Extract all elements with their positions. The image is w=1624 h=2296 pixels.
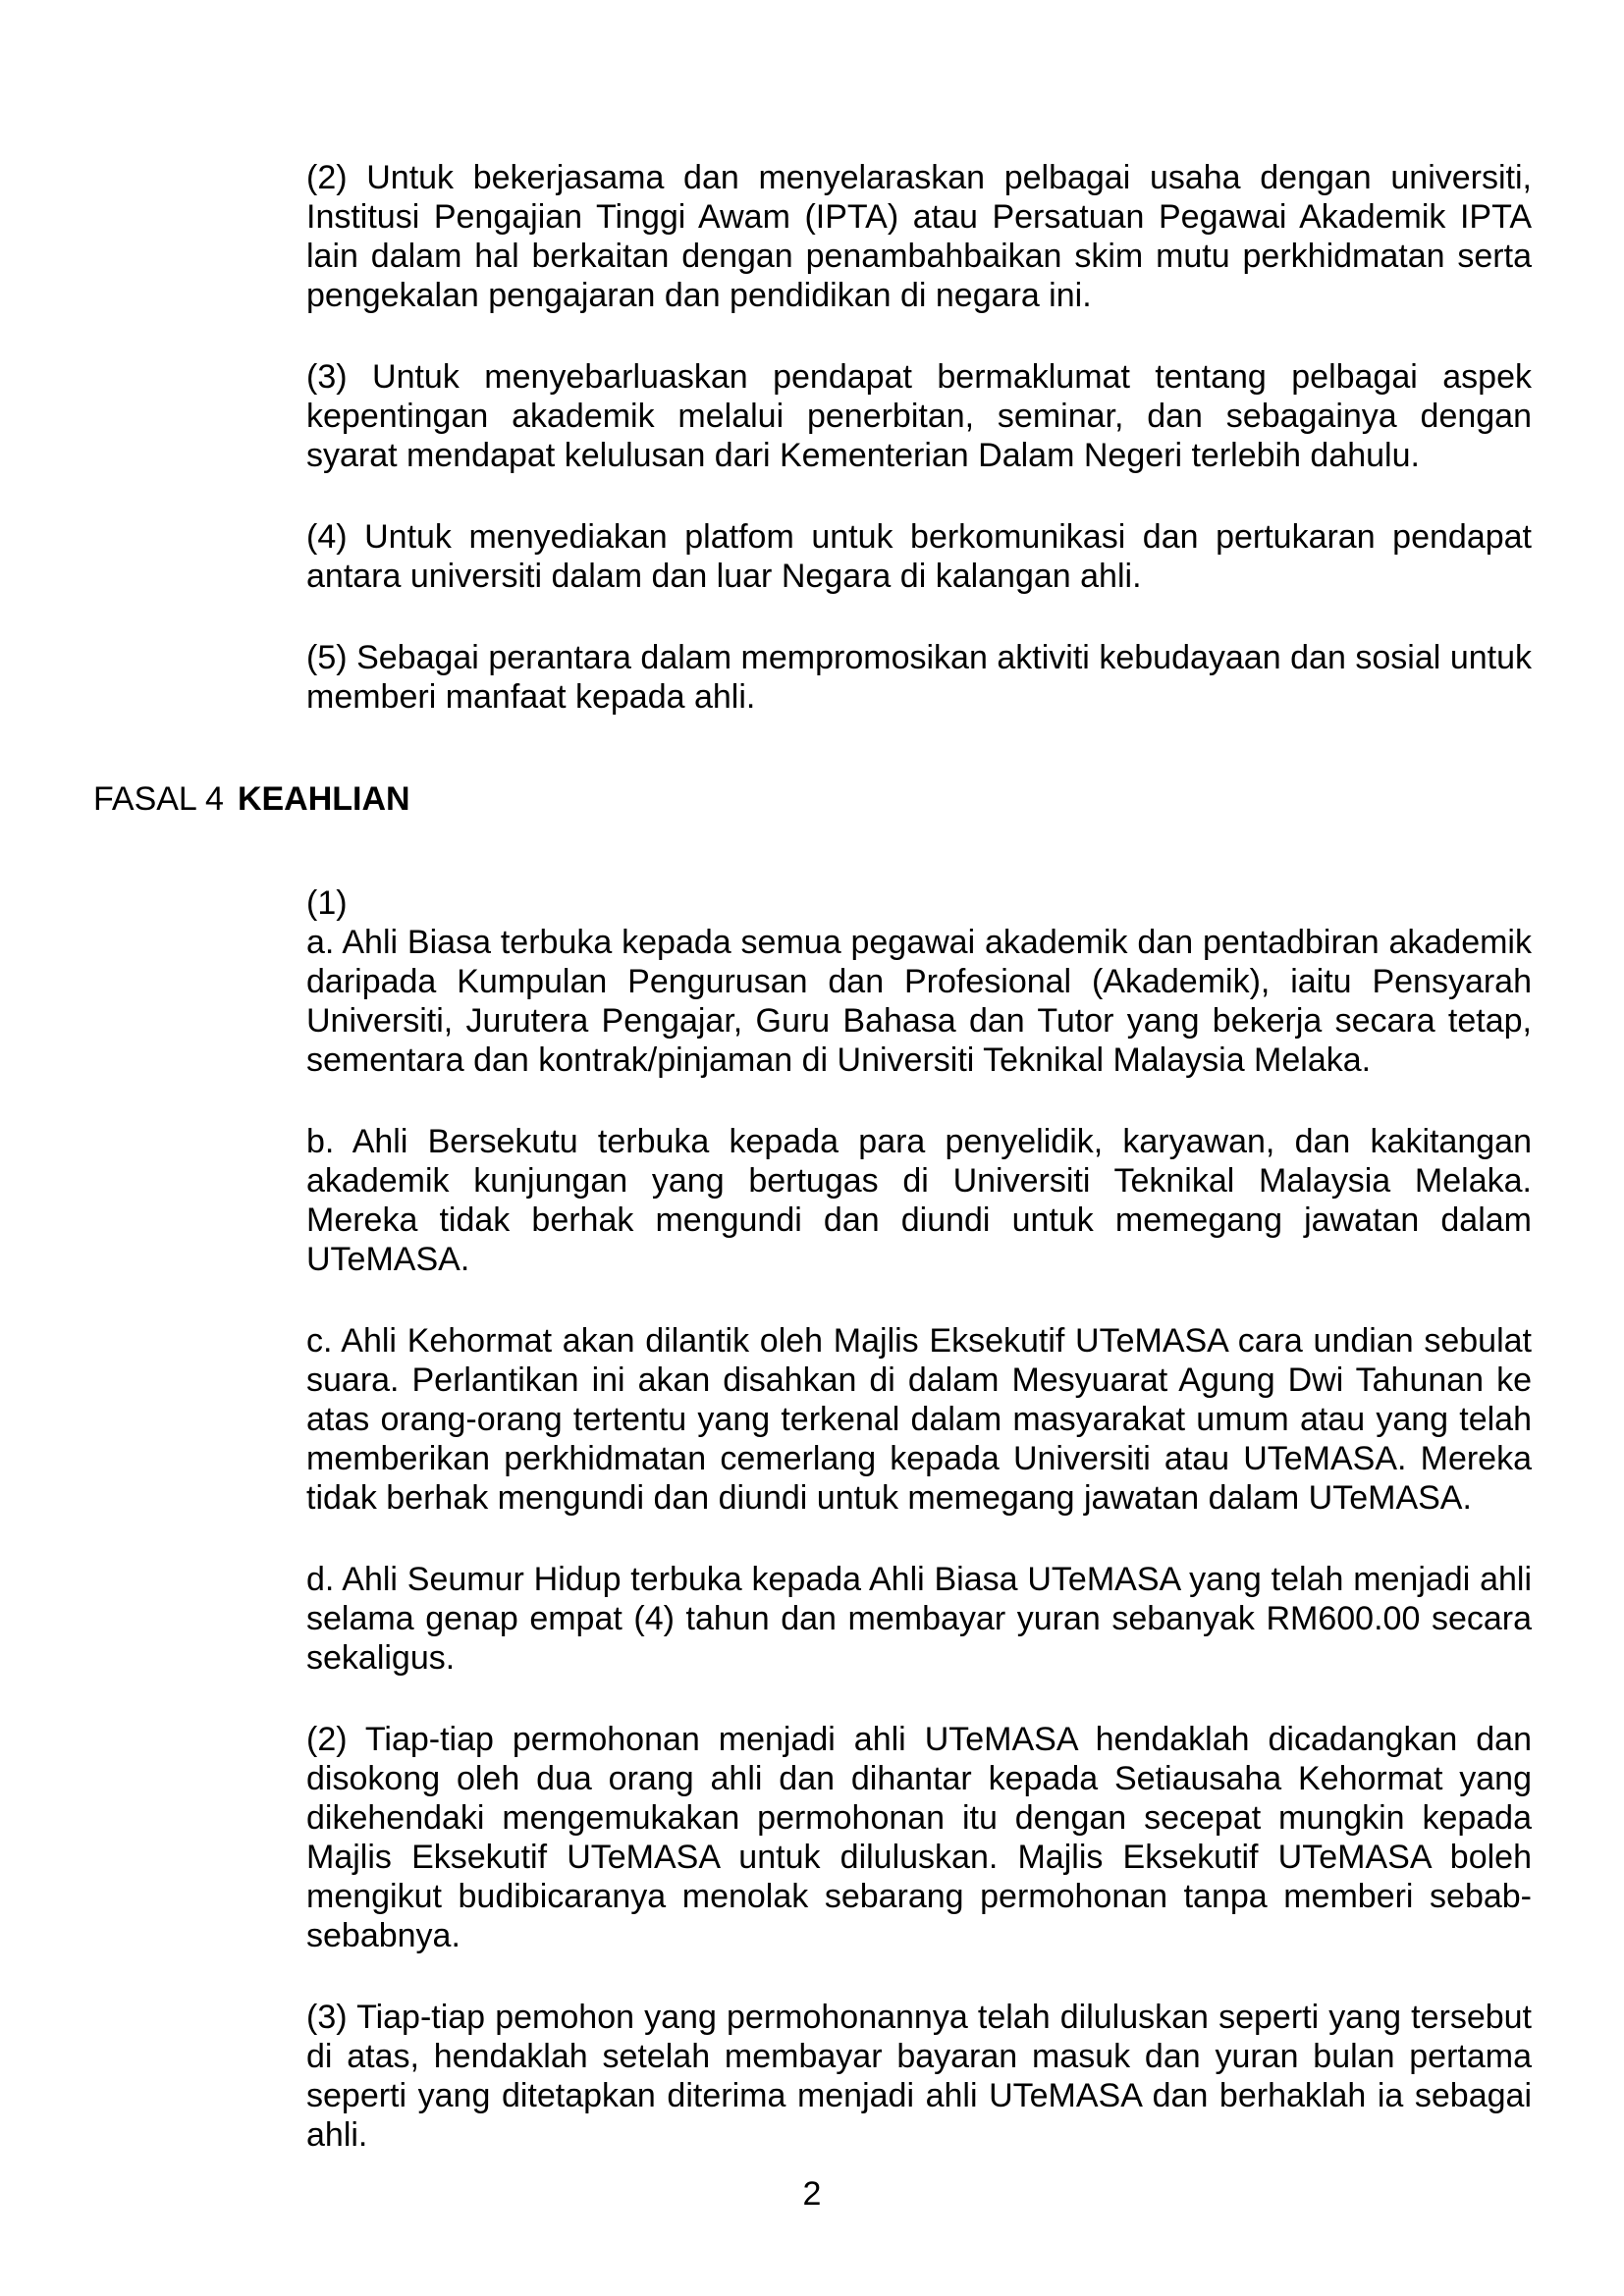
clause-1-number: (1) [306,884,348,922]
membership-clause-3: (3) Tiap-tiap pemohon yang permohonannya telah diluluskan seperti yang tersebut di atas, hendaklah setelah membayar bayaran masuk dan yuran bulan pertama seperti yang ditetapkan diterima menjadi ahli UTeMASA dan berhaklah ia sebagai ahli. [306,1999,1532,2154]
page-content [93,158,1532,2197]
section-heading-fasal-4 [93,779,1532,819]
membership-clause-1 [306,883,1532,1080]
membership-clause-2: (2) Tiap-tiap permohonan menjadi ahli UTeMASA hendaklah dicadangkan dan disokong oleh dua orang ahli dan dihantar kepada Setiausaha Kehormat yang dikehendaki mengemukakan permohonan itu dengan secepat mungkin kepada Majlis Eksekutif UTeMASA untuk diluluskan. Majlis Eksekutif UTeMASA boleh mengikut budibicaranya menolak sebarang permohonan tanpa memberi sebab-sebabnya. [306,1721,1532,1954]
objective-paragraph-4: (4) Untuk menyediakan platfom untuk berkomunikasi dan pertukaran pendapat antara universiti dalam dan luar Negara di kalangan ahli. [306,518,1532,595]
objective-paragraph-2: (2) Untuk bekerjasama dan menyelaraskan pelbagai usaha dengan universiti, Institusi Pengajian Tinggi Awam (IPTA) atau Persatuan Pegawai Akademik IPTA lain dalam hal berkaitan dengan penambahbaikan skim mutu perkhidmatan serta pengekalan pengajaran dan pendidikan di negara ini. [306,159,1532,314]
section-title: KEAHLIAN [237,780,410,818]
membership-clause-1b: b. Ahli Bersekutu terbuka kepada para penyelidik, karyawan, dan kakitangan akademik kunjungan yang bertugas di Universiti Teknikal Malaysia Melaka. Mereka tidak berhak mengundi dan diundi untuk memegang jawatan dalam UTeMASA. [306,1123,1532,1278]
section-label: FASAL 4 [93,780,224,818]
objective-paragraph-3: (3) Untuk menyebarluaskan pendapat bermaklumat tentang pelbagai aspek kepentingan akademik melalui penerbitan, seminar, dan sebagainya dengan syarat mendapat kelulusan dari Kementerian Dalam Negeri terlebih dahulu. [306,358,1532,474]
membership-clause-1a: a. Ahli Biasa terbuka kepada semua pegawai akademik dan pentadbiran akademik daripada Kumpulan Pengurusan dan Profesional (Akademik), iaitu Pensyarah Universiti, Jurutera Pengajar, Guru Bahasa dan Tutor yang bekerja secara tetap, sementara dan kontrak/pinjaman di Universiti Teknikal Malaysia Melaka. [306,924,1532,1079]
objective-paragraph-5: (5) Sebagai perantara dalam mempromosikan aktiviti kebudayaan dan sosial untuk memberi manfaat kepada ahli. [306,639,1532,716]
membership-clause-1d: d. Ahli Seumur Hidup terbuka kepada Ahli Biasa UTeMASA yang telah menjadi ahli selama genap empat (4) tahun dan membayar yuran sebanyak RM600.00 secara sekaligus. [306,1561,1532,1677]
page-number: 2 [802,2175,822,2213]
membership-clause-1c: c. Ahli Kehormat akan dilantik oleh Majlis Eksekutif UTeMASA cara undian sebulat suara. Perlantikan ini akan disahkan di dalam Mesyuarat Agung Dwi Tahunan ke atas orang-orang tertentu yang terkenal dalam masyarakat umum atau yang telah memberikan perkhidmatan cemerlang kepada Universiti atau UTeMASA. Mereka tidak berhak mengundi dan diundi untuk memegang jawatan dalam UTeMASA. [306,1322,1532,1517]
